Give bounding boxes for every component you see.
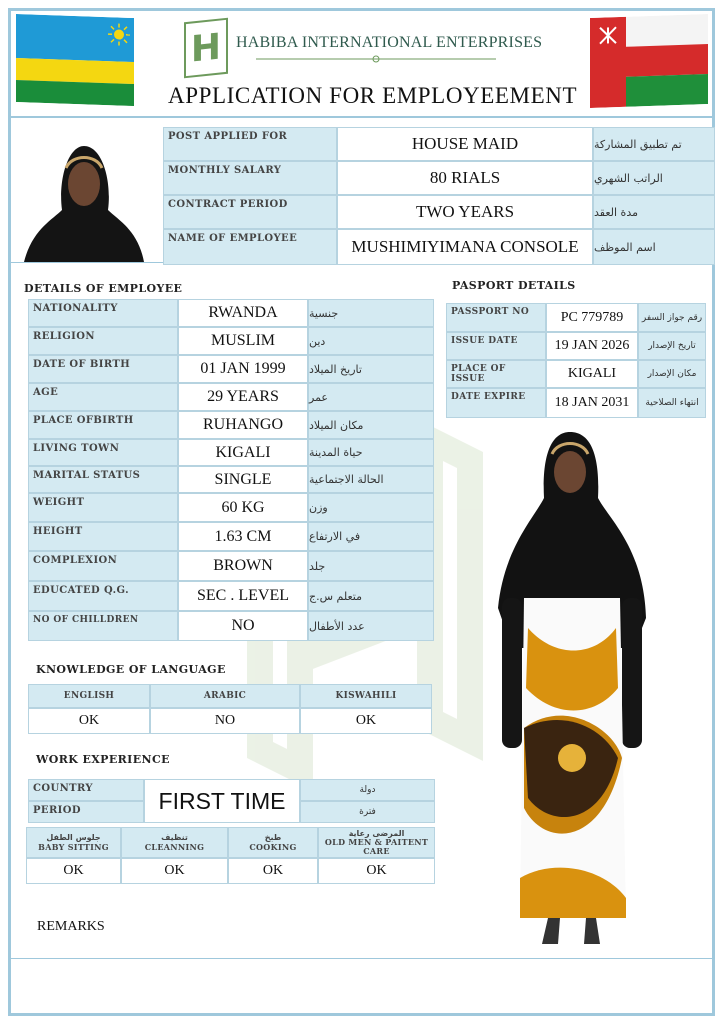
- employee-row-value: KIGALI: [178, 439, 308, 466]
- passport-row-value: KIGALI: [546, 360, 638, 388]
- employee-portrait-photo: [22, 140, 146, 262]
- passport-row-value: 18 JAN 2031: [546, 388, 638, 418]
- skill-label: BABY SITTING: [38, 841, 109, 852]
- employee-row-label: AGE: [28, 383, 178, 411]
- post-row-arabic: مدة العقد: [593, 195, 715, 229]
- employee-row-label: EDUCATED Q.G.: [28, 581, 178, 611]
- post-row-label: NAME OF EMPLOYEE: [163, 229, 337, 265]
- work-country-arabic: دولة: [300, 779, 435, 801]
- employee-row-value: SINGLE: [178, 466, 308, 493]
- employee-full-body-photo: [494, 428, 650, 952]
- employee-row-value: RWANDA: [178, 299, 308, 327]
- language-value: OK: [300, 708, 432, 734]
- skill-arabic: تنظيف: [161, 833, 188, 843]
- passport-row-arabic: تاريخ الإصدار: [638, 332, 706, 360]
- passport-row-label: PASSPORT NO: [446, 303, 546, 332]
- employee-row-value: 1.63 CM: [178, 522, 308, 551]
- header-divider: [11, 116, 712, 118]
- passport-row-arabic: انتهاء الصلاحية: [638, 388, 706, 418]
- passport-row-value: PC 779789: [546, 303, 638, 332]
- company-logo: [184, 18, 228, 79]
- work-period-arabic: فترة: [300, 801, 435, 823]
- employee-row-value: 60 KG: [178, 493, 308, 522]
- passport-row-label: ISSUE DATE: [446, 332, 546, 360]
- logo-letter: H: [190, 25, 222, 71]
- employee-row-value: NO: [178, 611, 308, 641]
- employee-row-arabic: وزن: [308, 493, 434, 522]
- skill-value: OK: [318, 858, 435, 884]
- employee-row-arabic: مكان الميلاد: [308, 411, 434, 439]
- work-section-title: WORK EXPERIENCE: [36, 753, 170, 766]
- language-header: KISWAHILI: [300, 684, 432, 708]
- passport-row-arabic: رقم جواز السفر: [638, 303, 706, 332]
- footer-divider: [11, 958, 712, 959]
- skill-header: [228, 827, 318, 858]
- post-row-arabic: الراتب الشهري: [593, 161, 715, 195]
- skill-header: [26, 827, 121, 858]
- post-row-label: CONTRACT PERIOD: [163, 195, 337, 229]
- employee-row-value: RUHANGO: [178, 411, 308, 439]
- employee-row-label: PLACE OFBIRTH: [28, 411, 178, 439]
- passport-row-arabic: مكان الإصدار: [638, 360, 706, 388]
- work-period-label: PERIOD: [28, 801, 144, 823]
- employee-row-arabic: عمر: [308, 383, 434, 411]
- employee-row-arabic: عدد الأطفال: [308, 611, 434, 641]
- employee-row-arabic: جلد: [308, 551, 434, 581]
- oman-flag: [590, 14, 708, 108]
- employee-row-value: SEC . LEVEL: [178, 581, 308, 611]
- employee-row-value: 01 JAN 1999: [178, 355, 308, 383]
- post-row-label: MONTHLY SALARY: [163, 161, 337, 195]
- employee-section-title: DETAILS OF EMPLOYEE: [24, 282, 183, 295]
- post-row-label: POST APPLIED FOR: [163, 127, 337, 161]
- portrait-figure: [22, 140, 146, 262]
- passport-row-label: PLACE OF ISSUE: [446, 360, 546, 388]
- rwanda-flag: [16, 14, 134, 106]
- skill-arabic: جلوس الطفل: [46, 833, 101, 843]
- post-row-value: TWO YEARS: [337, 195, 593, 229]
- passport-row-value: 19 JAN 2026: [546, 332, 638, 360]
- sun-icon: [108, 23, 130, 46]
- language-header: ENGLISH: [28, 684, 150, 708]
- employee-row-arabic: في الارتفاع: [308, 522, 434, 551]
- skill-header: [121, 827, 228, 858]
- post-row-value: MUSHIMIYIMANA CONSOLE: [337, 229, 593, 265]
- employee-row-value: 29 YEARS: [178, 383, 308, 411]
- employee-row-label: LIVING TOWN: [28, 439, 178, 466]
- employee-row-value: MUSLIM: [178, 327, 308, 355]
- employee-row-label: RELIGION: [28, 327, 178, 355]
- employee-row-label: DATE OF BIRTH: [28, 355, 178, 383]
- skill-label: CLEANNING: [144, 841, 205, 852]
- post-row-arabic: تم تطبيق المشاركة: [593, 127, 715, 161]
- language-value: NO: [150, 708, 300, 734]
- employee-row-value: BROWN: [178, 551, 308, 581]
- language-section-title: KNOWLEDGE OF LANGUAGE: [36, 663, 226, 676]
- post-row-value: 80 RIALS: [337, 161, 593, 195]
- post-row-value: HOUSE MAID: [337, 127, 593, 161]
- company-name: HABIBA INTERNATIONAL ENTERPRISES: [236, 34, 543, 51]
- passport-row-label: DATE EXPIRE: [446, 388, 546, 418]
- employee-row-arabic: الحالة الاجتماعية: [308, 466, 434, 493]
- employee-row-arabic: متعلم س.ج: [308, 581, 434, 611]
- skill-value: OK: [121, 858, 228, 884]
- employee-row-arabic: تاريخ الميلاد: [308, 355, 434, 383]
- skill-label: OLD MEN & PAITENT CARE: [324, 837, 429, 856]
- skill-header: [318, 827, 435, 858]
- full-body-figure: [494, 428, 650, 952]
- employee-row-label: HEIGHT: [28, 522, 178, 551]
- employee-row-label: NO OF CHILLDREN: [28, 611, 178, 641]
- employee-row-arabic: جنسية: [308, 299, 434, 327]
- language-header: ARABIC: [150, 684, 300, 708]
- post-row-arabic: اسم الموظف: [593, 229, 715, 265]
- skill-label: COOKING: [249, 841, 297, 852]
- skill-arabic: طبخ: [264, 833, 282, 843]
- work-country-label: COUNTRY: [28, 779, 144, 801]
- employee-row-arabic: دين: [308, 327, 434, 355]
- skill-value: OK: [26, 858, 121, 884]
- work-experience-value: FIRST TIME: [144, 779, 300, 823]
- skill-arabic: المرضى رعاية: [348, 828, 405, 838]
- page-title: APPLICATION FOR EMPLOYEEMENT: [168, 83, 578, 108]
- language-value: OK: [28, 708, 150, 734]
- employee-row-label: WEIGHT: [28, 493, 178, 522]
- employee-row-label: COMPLEXION: [28, 551, 178, 581]
- remarks-label: REMARKS: [37, 919, 105, 934]
- employee-row-label: MARITAL STATUS: [28, 466, 178, 493]
- emblem-icon: [596, 23, 620, 48]
- skill-value: OK: [228, 858, 318, 884]
- passport-section-title: PASPORT DETAILS: [452, 279, 576, 292]
- employee-row-arabic: حياة المدينة: [308, 439, 434, 466]
- employee-row-label: NATIONALITY: [28, 299, 178, 327]
- ornament-divider: [256, 54, 496, 64]
